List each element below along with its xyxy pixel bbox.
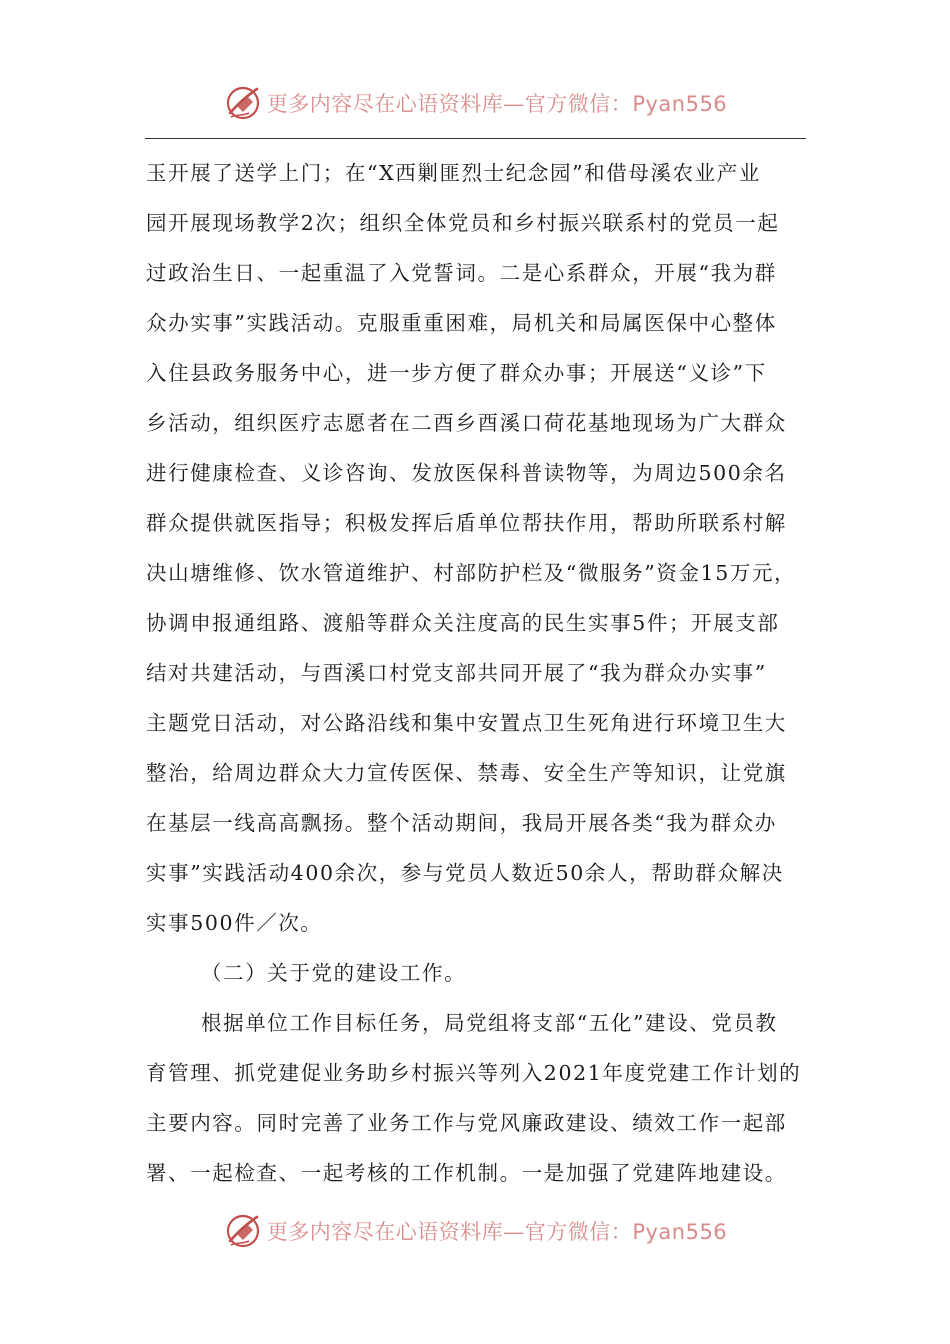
section-heading: （二）关于党的建设工作。 — [201, 961, 467, 985]
text-line: 实事500件／次。 — [146, 911, 323, 935]
text-line: 群众提供就医指导；积极发挥后盾单位帮扶作用，帮助所联系村解 — [146, 511, 787, 535]
text-line: 实事”实践活动400余次，参与党员人数近50余人，帮助群众解决 — [146, 861, 784, 885]
text-line: 署、一起检查、一起考核的工作机制。一是加强了党建阵地建设。 — [146, 1161, 787, 1185]
footer-banner — [0, 1208, 950, 1254]
text-line: 主题党日活动，对公路沿线和集中安置点卫生死角进行环境卫生大 — [146, 711, 787, 735]
document-body — [146, 148, 816, 1198]
paragraph-first-line: 根据单位工作目标任务，局党组将支部“五化”建设、党员教 — [201, 1011, 778, 1035]
text-line: 乡活动，组织医疗志愿者在二酉乡酉溪口荷花基地现场为广大群众 — [146, 411, 787, 435]
footer-wechat-id: Pyan556 — [632, 1220, 728, 1244]
text-line: 协调申报通组路、渡船等群众关注度高的民生实事5件；开展支部 — [146, 611, 780, 635]
header-rule — [145, 138, 806, 139]
text-line: 众办实事”实践活动。克服重重困难，局机关和局属医保中心整体 — [146, 311, 777, 335]
text-line: 在基层一线高高飘扬。整个活动期间，我局开展各类“我为群众办 — [146, 811, 777, 835]
header-banner — [0, 80, 950, 126]
text-line: 育管理、抓党建促业务助乡村振兴等列入2021年度党建工作计划的 — [146, 1061, 802, 1085]
pen-logo-icon — [223, 83, 263, 123]
pen-logo-icon — [223, 1211, 263, 1251]
text-line: 园开展现场教学2次；组织全体党员和乡村振兴联系村的党员一起 — [146, 211, 780, 235]
text-line: 决山塘维修、饮水管道维护、村部防护栏及“微服务”资金15万元， — [146, 561, 797, 585]
text-line: 玉开展了送学上门；在“X西剿匪烈士纪念园”和借母溪农业产业 — [146, 161, 761, 185]
text-line: 入住县政务服务中心，进一步方便了群众办事；开展送“义诊”下 — [146, 361, 767, 385]
text-line: 进行健康检查、义诊咨询、发放医保科普读物等，为周边500余名 — [146, 461, 787, 485]
header-banner-text: 更多内容尽在心语资料库—官方微信：Pyan556 — [266, 92, 728, 116]
text-line: 主要内容。同时完善了业务工作与党风廉政建设、绩效工作一起部 — [146, 1111, 787, 1135]
text-line: 结对共建活动，与酉溪口村党支部共同开展了“我为群众办实事” — [146, 661, 767, 685]
text-line: 整治，给周边群众大力宣传医保、禁毒、安全生产等知识，让党旗 — [146, 761, 787, 785]
footer-banner-text: 更多内容尽在心语资料库—官方微信：Pyan556 — [266, 1220, 728, 1244]
header-wechat-id: Pyan556 — [632, 92, 728, 116]
text-line: 过政治生日、一起重温了入党誓词。二是心系群众，开展“我为群 — [146, 261, 777, 285]
